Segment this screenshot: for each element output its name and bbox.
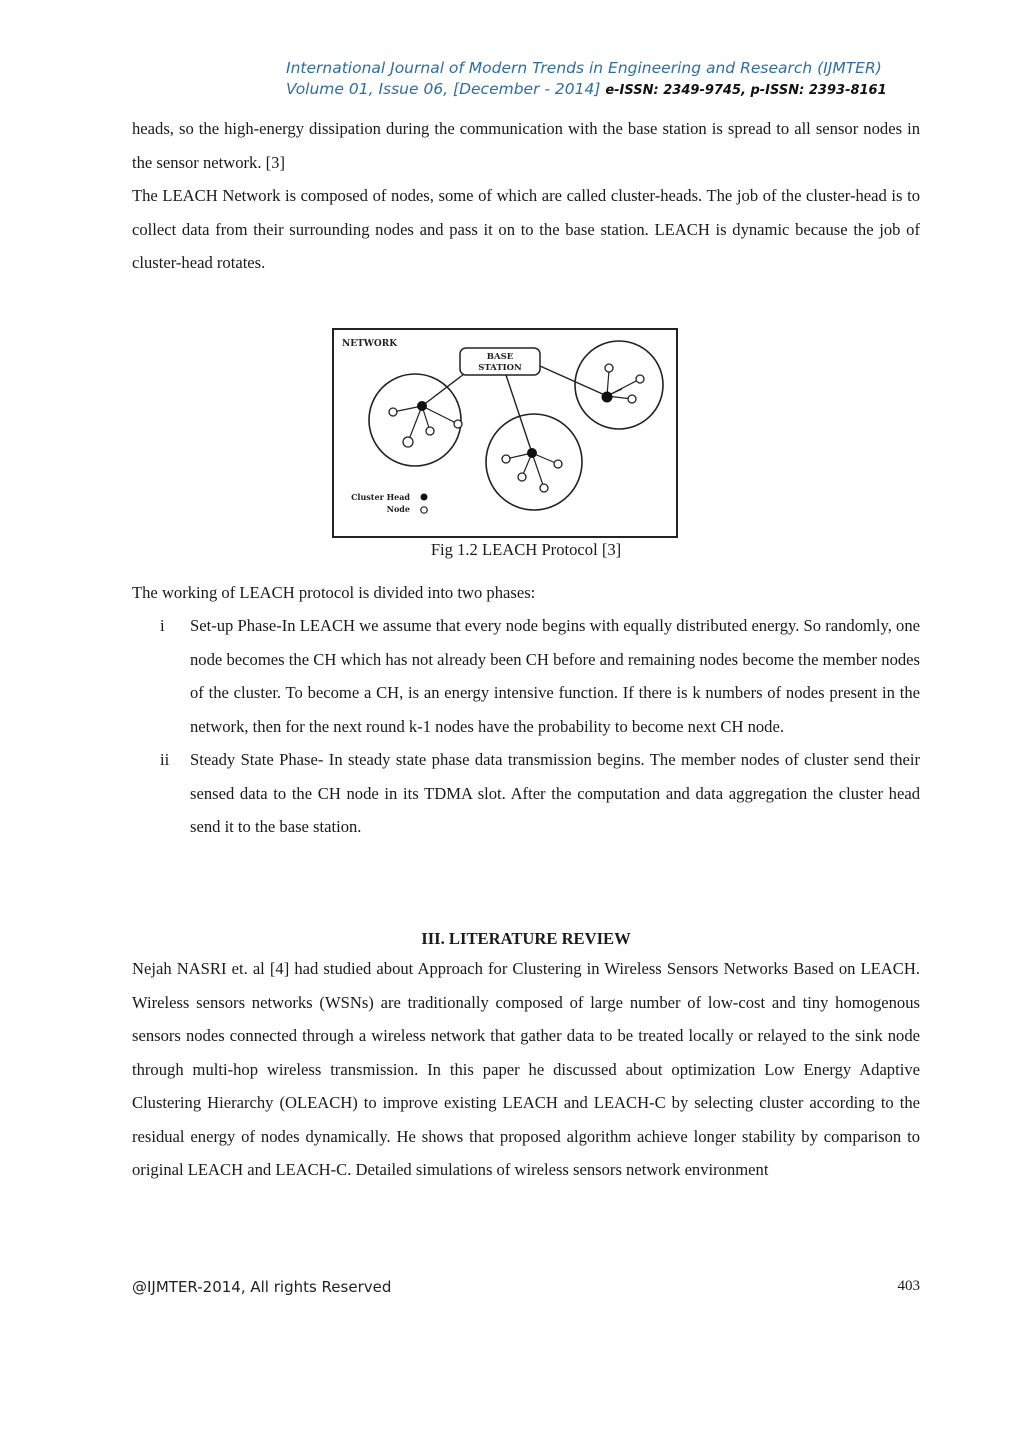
journal-title: International Journal of Modern Trends in Engineering and Research (IJMTER) xyxy=(286,59,882,77)
cluster-head-node xyxy=(602,392,613,403)
phases-paragraph: The working of LEACH protocol is divided into two phases: xyxy=(132,583,536,602)
legend-cluster-head-icon xyxy=(421,494,428,501)
issn: e-ISSN: 2349-9745, p-ISSN: 2393-8161 xyxy=(605,83,887,98)
legend-node: Node xyxy=(386,504,410,514)
leach-diagram xyxy=(334,330,676,536)
paragraph-heads: heads, so the high-energy dissipation during the communication with the base station is spread to all sensor nodes in the sensor network. [3] xyxy=(132,119,920,172)
figure-caption: Fig 1.2 LEACH Protocol [3] xyxy=(430,540,622,559)
cluster-head-node xyxy=(527,448,537,458)
cluster-middle xyxy=(486,414,582,510)
network-label: NETWORK xyxy=(342,339,398,349)
cluster-right xyxy=(575,341,663,429)
cluster-middle-links xyxy=(506,453,558,488)
legend-cluster-head: Cluster Head xyxy=(351,492,410,502)
page-footer xyxy=(132,1278,920,1297)
volume-issue: Volume 01, Issue 06, [December - 2014] xyxy=(286,80,601,98)
legend-node-icon xyxy=(421,507,427,513)
phase-list xyxy=(132,609,920,844)
list-item-text: Steady State Phase- In steady state phase data transmission begins. The member nodes of cluster send their sensed data to the CH node in its TDMA slot. After the computation and data aggregation the cluster head send it to the base station. xyxy=(190,750,920,836)
journal-volume xyxy=(286,79,926,101)
base-station-label-1: BASE xyxy=(486,352,514,362)
paragraph-leach-network: The LEACH Network is composed of nodes, some of which are called cluster-heads. The job of the cluster-head is to collect data from their surrounding nodes and pass it on to the base station. LEACH is dynamic because the job of cluster-head rotates. xyxy=(132,186,920,272)
cluster-left-members xyxy=(389,408,462,447)
leach-figure xyxy=(332,328,678,538)
literature-paragraph xyxy=(132,952,920,1187)
link-right xyxy=(540,366,607,396)
list-item xyxy=(132,609,920,743)
cluster-left xyxy=(369,374,461,466)
list-item-number: ii xyxy=(160,750,170,769)
section-heading: III. LITERATURE REVIEW xyxy=(421,929,631,948)
paragraph-nasri: Nejah NASRI et. al [4] had studied about Approach for Clustering in Wireless Sensors Networks Based on LEACH. Wireless sensors networks (WSNs) are traditionally composed of large number of low-cost and tiny homogenous sensors nodes connected through a wireless network that gather data to be treated locally or relayed to the sink node through multi-hop wireless transmission. In this paper he discussed about optimization Low Energy Adaptive Clustering Hierarchy (OLEACH) to improve existing LEACH and LEACH-C by selecting cluster according to the residual energy of nodes dynamically. He shows that proposed algorithm achieve longer stability by comparison to original LEACH and LEACH-C. Detailed simulations of wireless sensors network environment xyxy=(132,959,920,1179)
list-item-number: i xyxy=(160,616,165,635)
intro-paragraphs xyxy=(132,112,920,280)
cluster-head-node xyxy=(417,401,427,411)
copyright: @IJMTER-2014, All rights Reserved xyxy=(132,1278,392,1296)
journal-header xyxy=(286,58,926,101)
list-item xyxy=(132,743,920,844)
cluster-middle-members xyxy=(502,455,562,492)
page-number: 403 xyxy=(897,1278,920,1294)
cluster-left-links xyxy=(393,406,458,442)
base-station-label-2: STATION xyxy=(478,363,522,373)
list-item-text: Set-up Phase-In LEACH we assume that every node begins with equally distributed energy. So randomly, one node becomes the CH which has not already been CH before and remaining nodes become the member nodes of the cluster. To become a CH, is an energy intensive function. If there is k numbers of nodes present in the network, then for the next round k-1 nodes have the probability to become next CH node. xyxy=(190,616,920,736)
